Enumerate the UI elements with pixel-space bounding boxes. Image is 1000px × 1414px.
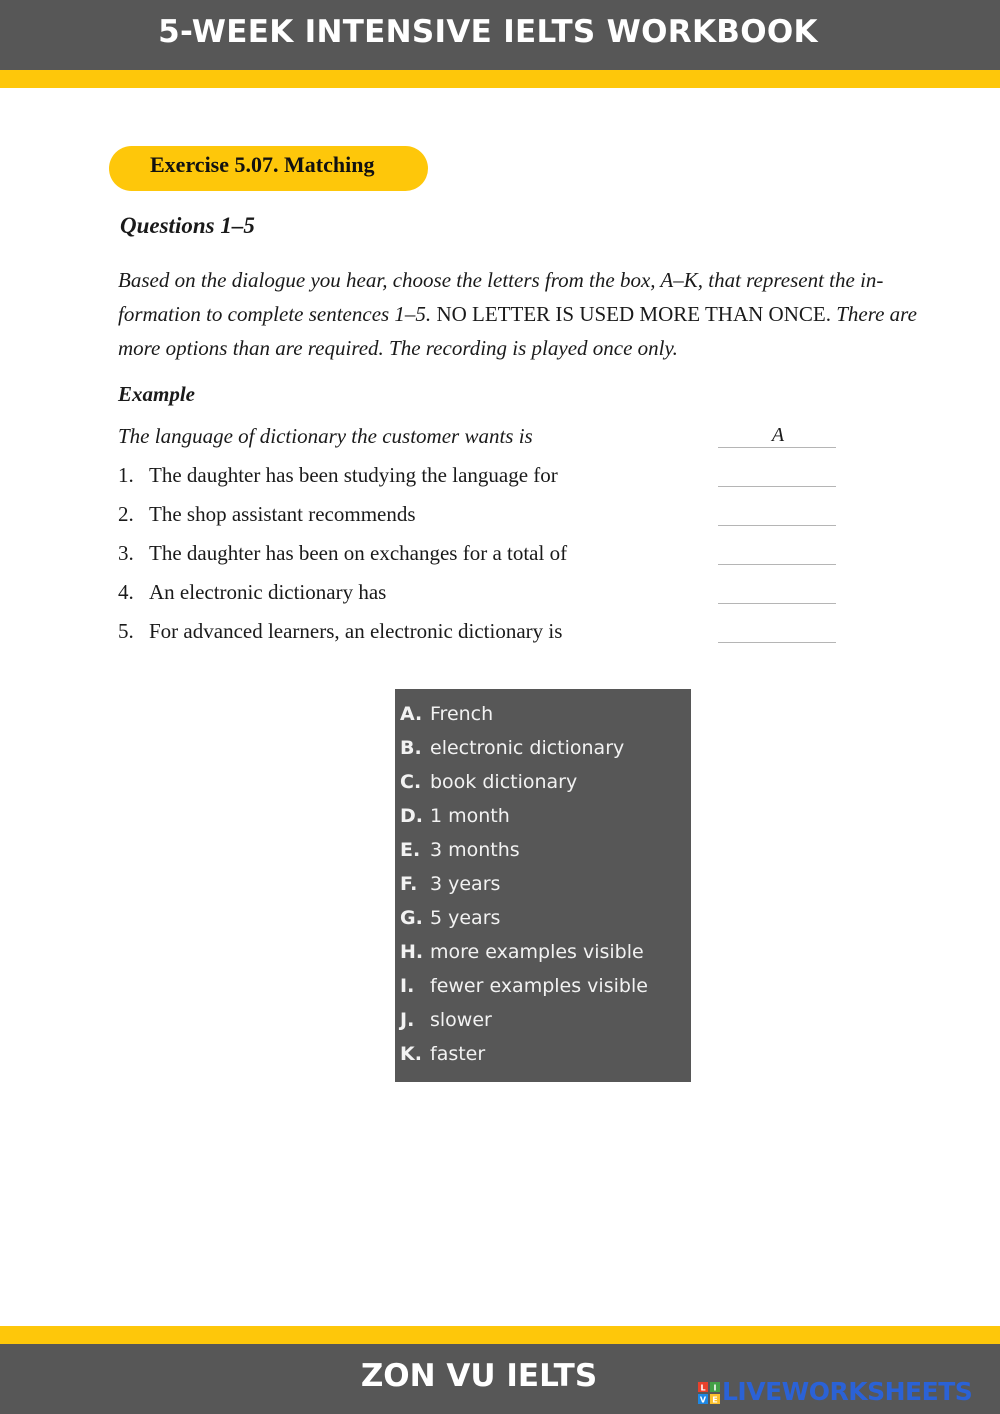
- option-item: J. slower: [400, 1009, 492, 1031]
- liveworksheets-watermark: LIVEWORKSHEETS: [722, 1377, 973, 1406]
- answer-blank-5[interactable]: [718, 642, 836, 643]
- option-item: C. book dictionary: [400, 771, 578, 793]
- option-item: I. fewer examples visible: [400, 975, 648, 997]
- instruction-line-2: formation to complete sentences 1–5. NO LETTER IS USED MORE THAN ONCE. There are: [118, 302, 917, 326]
- question-text: An electronic dictionary has: [149, 580, 387, 604]
- example-answer: A: [771, 424, 785, 446]
- question-text: The daughter has been on exchanges for a total of: [149, 541, 568, 565]
- option-item: F. 3 years: [400, 873, 501, 895]
- option-item: D. 1 month: [400, 805, 510, 827]
- question-number: 3.: [118, 541, 134, 565]
- question-number: 5.: [118, 619, 134, 643]
- option-item: A. French: [400, 703, 494, 725]
- liveworksheets-logo-icon: [698, 1382, 720, 1404]
- answer-blank-1[interactable]: [718, 486, 836, 487]
- option-item: E. 3 months: [400, 839, 520, 861]
- svg-text:E: E: [712, 1395, 718, 1404]
- option-item: G. 5 years: [400, 907, 501, 929]
- exercise-label: Exercise 5.07. Matching: [150, 152, 375, 177]
- svg-text:L: L: [700, 1383, 706, 1393]
- questions-title: Questions 1–5: [120, 213, 255, 238]
- instruction-emphasis: NO LETTER IS USED MORE THAN ONCE.: [436, 302, 831, 326]
- option-item: K. faster: [400, 1043, 486, 1065]
- answer-blank-3[interactable]: [718, 564, 836, 565]
- option-item: B. electronic dictionary: [400, 737, 625, 759]
- question-text: For advanced learners, an electronic dictionary is: [149, 619, 563, 643]
- question-text: The daughter has been studying the language for: [149, 463, 558, 487]
- question-number: 1.: [118, 463, 134, 487]
- question-text: The shop assistant recommends: [149, 502, 416, 526]
- workbook-title: 5-WEEK INTENSIVE IELTS WORKBOOK: [158, 14, 818, 50]
- example-title: Example: [118, 382, 195, 406]
- svg-text:I: I: [713, 1383, 717, 1393]
- example-answer-line: [718, 447, 836, 448]
- header-accent-stripe: [0, 70, 1000, 88]
- footer-brand: ZON VU IELTS: [360, 1358, 598, 1394]
- example-sentence: The language of dictionary the customer wants is: [118, 424, 533, 448]
- instruction-line-1: Based on the dialogue you hear, choose the letters from the box, A–K, that represent the in-: [118, 268, 884, 292]
- svg-text:V: V: [699, 1395, 707, 1404]
- answer-blank-4[interactable]: [718, 603, 836, 604]
- answer-blank-2[interactable]: [718, 525, 836, 526]
- question-number: 4.: [118, 580, 134, 604]
- question-number: 2.: [118, 502, 134, 526]
- instruction-line-3: more options than are required. The recording is played once only.: [118, 336, 678, 360]
- footer-accent-stripe: [0, 1326, 1000, 1344]
- option-item: H. more examples visible: [400, 941, 644, 963]
